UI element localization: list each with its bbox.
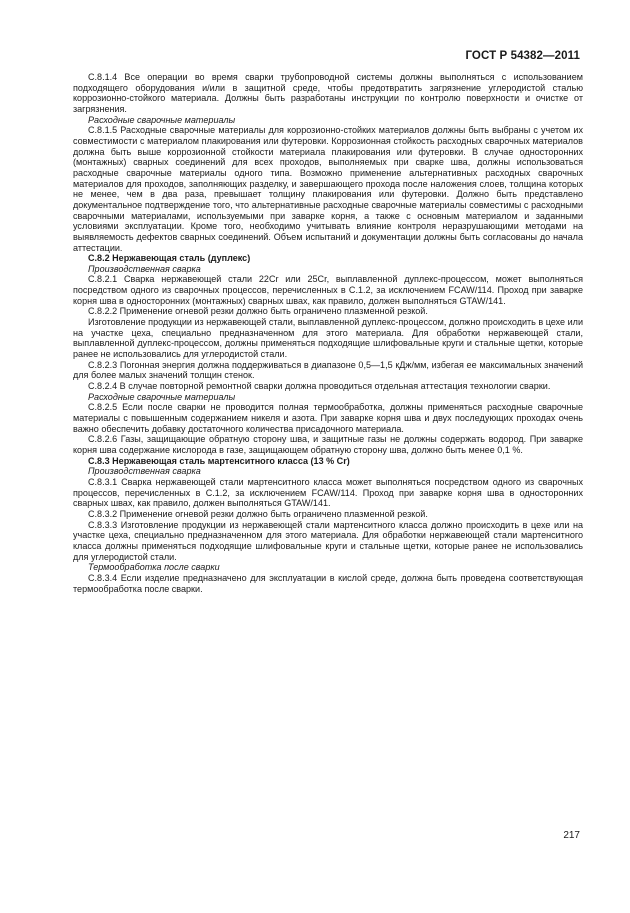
document-body <box>73 72 583 594</box>
section-heading-c-8-2: С.8.2 Нержавеющая сталь (дуплекс) <box>88 253 251 264</box>
paragraph-c-8-3-3: С.8.3.3 Изготовление продукции из нержавеющей стали мартенситного класса должно происходить в цехе или на участке цеха, специально предназначенном для этого материала. Для обработки нержавеющей стали мартенситного класса должны применяться подходящие шлифовальные круги и стальные щетки, которые ранее не использовались для углеродистой стали. <box>73 519 583 562</box>
subheading-production-welding: Производственная сварка <box>88 466 201 477</box>
document-header: ГОСТ Р 54382—2011 <box>465 50 580 62</box>
paragraph-duplex-fabrication: Изготовление продукции из нержавеющей стали, выплавленной дуплекс-процессом, должно происходить в цехе или на участке цеха, специально предназначенном для этого материала. Для обработки нержавеющей стали, выплавленной дуплекс-процессом, должны применяться подходящие шлифовальные круги и стальные щетки, которые ранее не использовались для углеродистой стали. <box>73 317 583 360</box>
paragraph-c-8-3-1: С.8.3.1 Сварка нержавеющей стали мартенситного класса может выполняться посредством одного из сварочных процессов, перечисленных в С.1.2, за исключением FCAW/114. Проход при заварке корня шва в односторонних сварных швах, как правило, должен выполняться GTAW/141. <box>73 476 583 509</box>
subheading-consumables: Расходные сварочные материалы <box>88 114 236 125</box>
subheading-consumables: Расходные сварочные материалы <box>88 391 236 402</box>
paragraph-c-8-2-6: С.8.2.6 Газы, защищающие обратную сторону шва, и защитные газы не должны содержать водород. При заварке корня шва содержание кислорода в газе, защищающем обратную сторону шва, должно быть менее 0,1 %. <box>73 434 583 455</box>
subheading-production-welding: Производственная сварка <box>88 263 201 274</box>
paragraph-c-8-2-4: С.8.2.4 В случае повторной ремонтной сварки должна проводиться отдельная аттестация технологии сварки. <box>88 381 551 392</box>
paragraph-c-8-3-4: С.8.3.4 Если изделие предназначено для эксплуатации в кислой среде, должна быть проведена соответствующая термообработка после сварки. <box>73 572 583 594</box>
paragraph-c-8-1-4: С.8.1.4 Все операции во время сварки трубопроводной системы должны выполняться с использованием подходящего оборудования и/или в защитной среде, чтобы предотвратить загрязнение углеродистой сталью коррозионно-стойкого материала. Должны быть разработаны инструкции по контролю поверхности и очистке от загрязнения. <box>73 72 583 114</box>
paragraph-c-8-1-5: С.8.1.5 Расходные сварочные материалы для коррозионно-стойких материалов должны быть выбраны с учетом их совместимости с материалом плакирования или футеровки. Коррозионная стойкость расходных сварочных материалов должна быть выше коррозионной стойкости материала плакирования или футеровки. В случае односторонних (монтажных) сварных соединений для всех проходов, выполняемых при сварке шва, должны использоваться расходные сварочные материалы одного типа. Возможно применение альтернативных расходных сварочных материалов для проходов, заполняющих разделку, и завершающего прохода после наложения слоев, толщина которых не менее, чем в два раза, превышает толщину плакирования или футеровки. Должно быть представлено документальное подтверждение того, что альтернативные расходные сварочные материалы совместимы с расходными сварочными материалами, используемыми при заварке корня, а также с основным материалом и заданными условиями эксплуатации. Кроме того, необходимо учитывать влияние контроля неразрушающими методами на выявляемость дефектов сварных соединений. Объем испытаний и документации должны быть согласованы до начала аттестации. <box>73 125 583 253</box>
page-number: 217 <box>563 830 580 841</box>
paragraph-c-8-3-2: С.8.3.2 Применение огневой резки должно быть ограничено плазменной резкой. <box>88 508 428 519</box>
paragraph-c-8-2-1: С.8.2.1 Сварка нержавеющей стали 22Cr или 25Cr, выплавленной дуплекс-процессом, может выполняться посредством одного из сварочных процессов, перечисленных в С.1.2, за исключением FCAW/114. Проход при заварке корня шва в односторонних (монтажных) сварных швах, как правило, должен выполняться GTAW/141. <box>73 274 583 306</box>
paragraph-c-8-2-2: С.8.2.2 Применение огневой резки должно быть ограничено плазменной резкой. <box>88 306 428 317</box>
paragraph-c-8-2-3: С.8.2.3 Погонная энергия должна поддерживаться в диапазоне 0,5—1,5 кДж/мм, избегая ее максимальных значений для более малых значений толщин стенок. <box>73 359 583 381</box>
subheading-post-weld-heat-treatment: Термообработка после сварки <box>88 562 220 573</box>
paragraph-c-8-2-5: С.8.2.5 Если после сварки не проводится полная термообработка, должны применяться расходные сварочные материалы с повышенным содержанием никеля и азота. При заварке корня шва и двух последующих проходах очень важно обеспечить добавку достаточного количества присадочного материала. <box>73 402 583 434</box>
section-heading-c-8-3: С.8.3 Нержавеющая сталь мартенситного класса (13 % Cr) <box>88 455 350 466</box>
